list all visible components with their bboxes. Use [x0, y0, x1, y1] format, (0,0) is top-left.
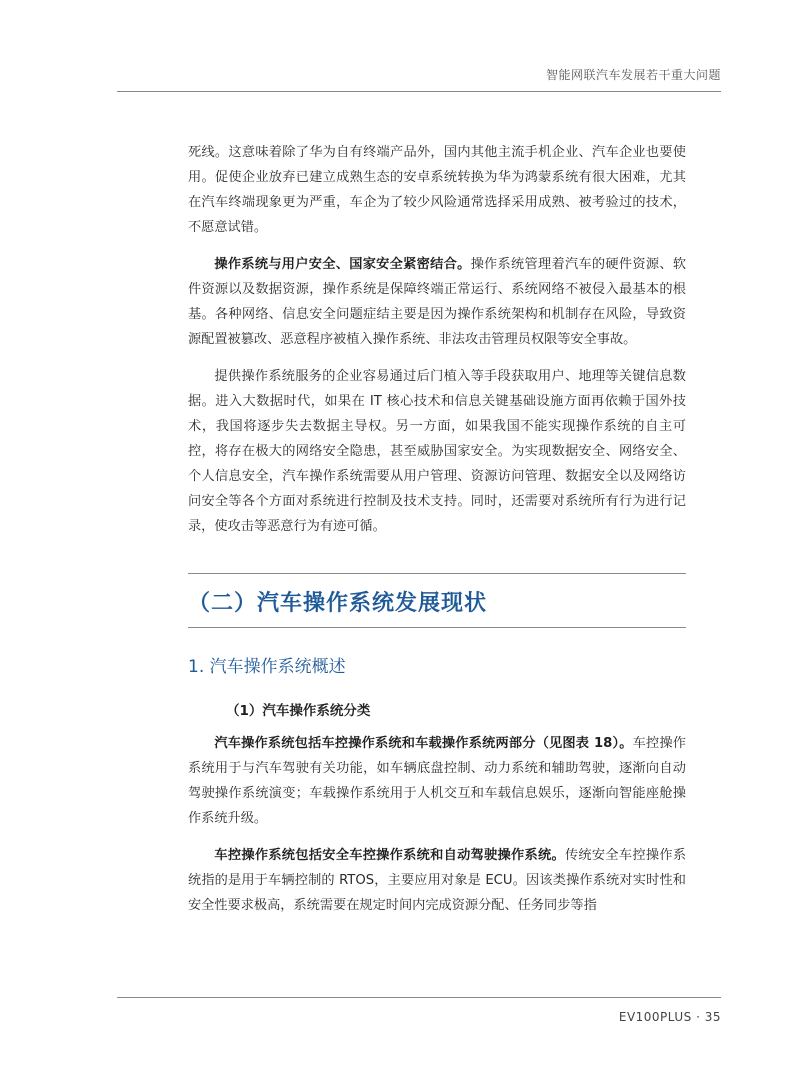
paragraph-lead: 操作系统与用户安全、国家安全紧密结合。	[214, 257, 471, 272]
paragraph-text: 车控操作系统用于与汽车驾驶有关功能，如车辆底盘控制、动力系统和辅助驾驶，逐渐向自动驾驶操作系统演变；车载操作系统用于人机交互和车载信息娱乐，逐渐向智能座舱操作系统升级。	[188, 736, 686, 826]
page-body	[188, 140, 686, 930]
paragraph-text: 传统安全车控操作系统指的是用于车辆控制的 RTOS，主要应用对象是 ECU。因该类操作系统对实时性和安全性要求极高，系统需要在规定时间内完成资源分配、任务同步等指	[188, 848, 687, 913]
footer-divider	[117, 997, 721, 998]
header-divider	[117, 91, 721, 92]
paragraph	[188, 731, 686, 831]
page-footer: EV100PLUS · 35	[618, 1010, 721, 1024]
subsection-title: 1. 汽车操作系统概述	[188, 657, 346, 677]
paragraph-lead: 车控操作系统包括安全车控操作系统和自动驾驶操作系统。	[214, 848, 565, 863]
running-header: 智能网联汽车发展若干重大问题	[545, 68, 721, 82]
section-heading-block	[188, 573, 686, 628]
paragraph-text: 操作系统管理着汽车的硬件资源、软件资源以及数据资源，操作系统是保障终端正常运行、系统网络不被侵入最基本的根基。各种网络、信息安全问题症结主要是因为操作系统架构和机制存在风险，导致资源配置被篡改、恶意程序被植入操作系统、非法攻击管理员权限等安全事故。	[188, 257, 687, 347]
subsubsection-title: （1）汽车操作系统分类	[226, 703, 371, 719]
paragraph	[188, 140, 686, 240]
paragraph	[188, 364, 686, 539]
paragraph-text: 提供操作系统服务的企业容易通过后门植入等手段获取用户、地理等关键信息数据。进入大数据时代，如果在 IT 核心技术和信息关键基础设施方面再依赖于国外技术，我国将逐步失去数据主导权。另一方面，如果我国不能实现操作系统的自主可控，将存在极大的网络安全隐患，甚至威胁国家安全。为实现数据安全、网络安全、个人信息安全，汽车操作系统需要从用户管理、资源访问管理、数据安全以及网络访问安全等各个方面对系统进行控制及技术支持。同时，还需要对系统所有行为进行记录，使攻击等恶意行为有迹可循。	[188, 369, 686, 534]
paragraph	[188, 843, 686, 918]
paragraph-text: 死线。这意味着除了华为自有终端产品外，国内其他主流手机企业、汽车企业也要使用。促使企业放弃已建立成熟生态的安卓系统转换为华为鸿蒙系统有很大困难，尤其在汽车终端现象更为严重，车企为了较少风险通常选择采用成熟、被考验过的技术，不愿意试错。	[188, 145, 686, 235]
section-title: （二）汽车操作系统发展现状	[188, 591, 488, 616]
paragraph	[188, 252, 686, 352]
paragraph-lead: 汽车操作系统包括车控操作系统和车载操作系统两部分（见图表 18）。	[214, 736, 633, 751]
